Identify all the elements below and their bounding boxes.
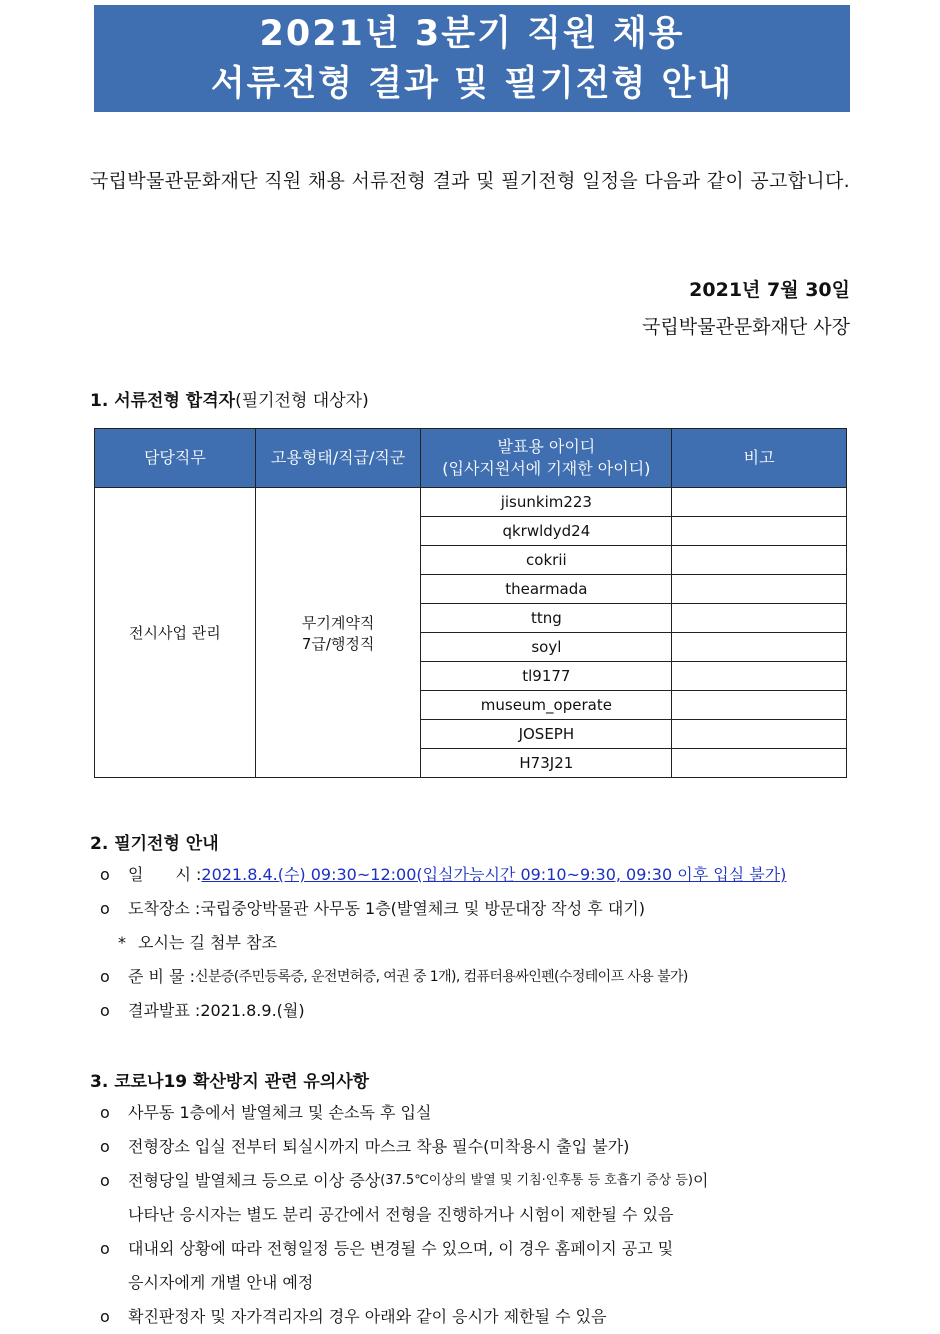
item-label: 준 비 물 : <box>128 967 196 986</box>
bullet-mark: o <box>100 1307 110 1326</box>
intro-text: 국립박물관문화재단 직원 채용 서류전형 결과 및 필기전형 일정을 다음과 같이 공고합니다. <box>90 170 850 192</box>
list-item-continued <box>100 1198 860 1232</box>
item-text: 전형당일 발열체크 등으로 이상 증상 <box>128 1171 381 1190</box>
bullet-mark: o <box>100 1001 110 1020</box>
list-item <box>100 1232 860 1266</box>
section-3-list <box>100 1096 860 1334</box>
title-line-2: 서류전형 결과 및 필기전형 안내 <box>210 63 734 104</box>
id-cell: soyl <box>421 633 672 662</box>
employment-cell <box>255 488 421 778</box>
header-job: 담당직무 <box>95 429 256 488</box>
list-item <box>100 892 860 926</box>
item-label: 결과발표 : <box>128 1001 201 1020</box>
id-cell: jisunkim223 <box>421 488 672 517</box>
table-header-row <box>95 429 847 488</box>
bullet-mark: o <box>100 1103 110 1122</box>
employment-line-1: 무기계약직 <box>301 613 375 632</box>
bullet-mark: o <box>100 1171 110 1190</box>
header-id-line-2: (입사지원서에 기재한 아이디) <box>442 459 651 478</box>
table-row <box>95 488 847 517</box>
title-banner <box>94 5 850 112</box>
section-3-heading: 3. 코로나19 확산방지 관련 유의사항 <box>90 1072 370 1092</box>
symptom-note: (37.5℃이상의 발열 및 기침·인후통 등 호흡기 증상 등) <box>380 1173 693 1188</box>
id-cell: cokrii <box>421 546 672 575</box>
item-value: 2021.8.9.(월) <box>200 1001 305 1020</box>
id-cell: qkrwldyd24 <box>421 517 672 546</box>
announcement-date: 2021년 7월 30일 <box>689 279 850 301</box>
job-cell: 전시사업 관리 <box>95 488 256 778</box>
id-cell: ttng <box>421 604 672 633</box>
header-note: 비고 <box>672 429 847 488</box>
section-2-list <box>100 858 860 1028</box>
item-text: 이 <box>692 1171 709 1190</box>
header-employment: 고용형태/직급/직군 <box>255 429 421 488</box>
item-text: 응시자에게 개별 안내 예정 <box>128 1273 314 1292</box>
section-1-heading <box>90 386 369 411</box>
note-cell <box>672 575 847 604</box>
header-id <box>421 429 672 488</box>
list-item-continued <box>100 1266 860 1300</box>
section-1-heading-light: (필기전형 대상자) <box>235 391 369 411</box>
item-label: 일 시 : <box>128 865 202 884</box>
id-cell: JOSEPH <box>421 720 672 749</box>
bullet-mark: o <box>100 1137 110 1156</box>
list-item <box>100 960 860 994</box>
bullet-mark: o <box>100 1239 110 1258</box>
list-item <box>100 1300 860 1334</box>
list-item <box>100 1130 860 1164</box>
item-value: 오시는 길 첨부 참조 <box>138 933 277 952</box>
section-1-heading-bold: 1. 서류전형 합격자 <box>90 391 236 411</box>
header-id-line-1: 발표용 아이디 <box>497 437 596 456</box>
list-item <box>100 1164 860 1198</box>
bullet-mark: o <box>100 967 110 986</box>
title-line-1: 2021년 3분기 직원 채용 <box>259 13 685 54</box>
item-text: 전형장소 입실 전부터 퇴실시까지 마스크 착용 필수(미착용시 출입 불가) <box>128 1137 630 1156</box>
id-cell: H73J21 <box>421 749 672 778</box>
note-cell <box>672 720 847 749</box>
id-cell: museum_operate <box>421 691 672 720</box>
list-item <box>100 994 860 1028</box>
item-label: 도착장소 : <box>128 899 201 918</box>
item-text: 확진판정자 및 자가격리자의 경우 아래와 같이 응시가 제한될 수 있음 <box>128 1307 607 1326</box>
bullet-mark: o <box>100 865 110 884</box>
item-value: 국립중앙박물관 사무동 1층(발열체크 및 방문대장 작성 후 대기) <box>200 899 645 918</box>
bullet-mark: * <box>118 933 126 952</box>
note-cell <box>672 633 847 662</box>
item-value: 신분증(주민등록증, 운전면허증, 여권 중 1개), 컴퓨터용싸인펜(수정테이프 사용 불가) <box>195 969 688 985</box>
issuer-name: 국립박물관문화재단 사장 <box>642 316 850 338</box>
id-cell: thearmada <box>421 575 672 604</box>
id-cell: tl9177 <box>421 662 672 691</box>
list-item <box>100 926 860 960</box>
note-cell <box>672 546 847 575</box>
item-text: 사무동 1층에서 발열체크 및 손소독 후 입실 <box>128 1103 432 1122</box>
section-2-heading: 2. 필기전형 안내 <box>90 834 219 854</box>
item-text: 나타난 응시자는 별도 분리 공간에서 전형을 진행하거나 시험이 제한될 수 있음 <box>128 1205 674 1224</box>
note-cell <box>672 604 847 633</box>
list-item <box>100 858 860 892</box>
note-cell <box>672 517 847 546</box>
bullet-mark: o <box>100 899 110 918</box>
exam-datetime: 2021.8.4.(수) 09:30~12:00(입실가능시간 09:10~9:30, 09:30 이후 입실 불가) <box>201 865 787 884</box>
note-cell <box>672 488 847 517</box>
employment-line-2: 7급/행정직 <box>301 634 375 653</box>
note-cell <box>672 662 847 691</box>
result-table <box>94 428 847 778</box>
list-item <box>100 1096 860 1130</box>
note-cell <box>672 691 847 720</box>
note-cell <box>672 749 847 778</box>
item-text: 대내외 상황에 따라 전형일정 등은 변경될 수 있으며, 이 경우 홈페이지 공고 및 <box>128 1239 674 1258</box>
